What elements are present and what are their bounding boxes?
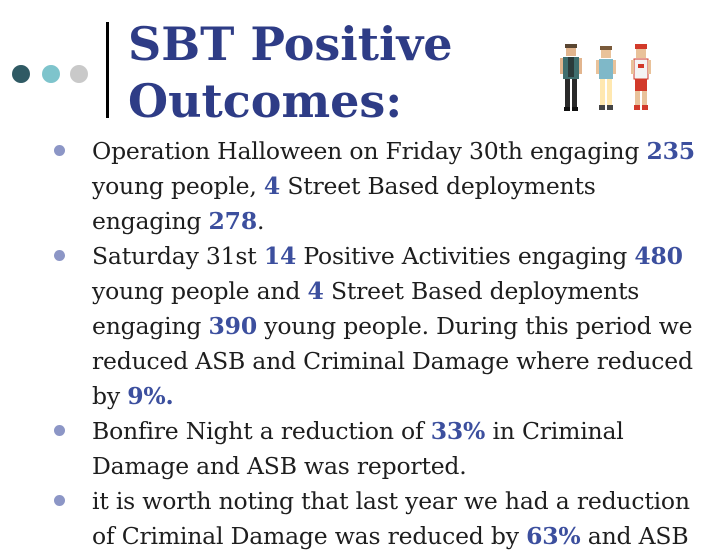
young-people-icon [556, 42, 666, 114]
highlight-number: 14 [263, 242, 297, 270]
highlight-number: 4 [307, 277, 324, 305]
decorative-dots-icon [12, 65, 96, 83]
list-item: Bonfire Night a reduction of 33% in Criminal Damage and ASB was reported. [56, 414, 696, 484]
highlight-number: 480 [634, 242, 683, 270]
list-item: it is worth noting that last year we had a reduction of Criminal Damage was reduced by 63% and ASB [56, 484, 696, 554]
highlight-number: 390 [208, 312, 257, 340]
title-line-2: Outcomes: [128, 74, 403, 128]
highlight-number: 4 [263, 172, 281, 200]
slide-title [128, 16, 452, 130]
highlight-number: 33% [430, 417, 486, 445]
list-item: Operation Halloween on Friday 30th engaging 235 young people, 4 Street Based deployments engaging 278. [56, 134, 696, 239]
title-line-1: SBT Positive [128, 17, 453, 71]
highlight-number: 9%. [127, 382, 174, 410]
list-item: Saturday 31st 14 Positive Activities engaging 480 young people and 4 Street Based deployments engaging 390 young people. During this period we reduced ASB and Criminal Damage where reduced by 9%. [56, 239, 696, 414]
outcomes-list [56, 134, 696, 554]
highlight-number: 235 [646, 137, 695, 165]
highlight-number: 63% [526, 522, 581, 550]
title-divider [106, 22, 109, 118]
highlight-number: 278 [208, 207, 257, 235]
